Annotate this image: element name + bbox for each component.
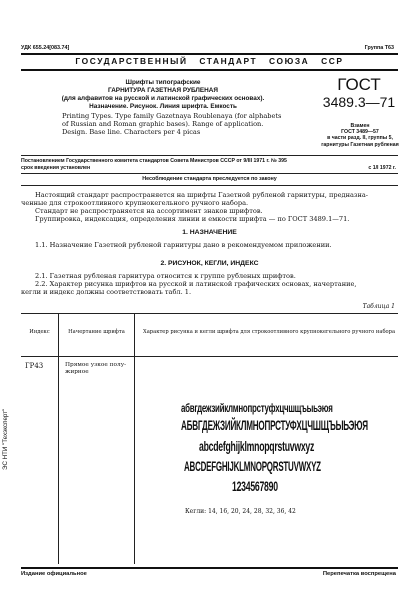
specimen-latin-upper: ABCDEFGHIJKLMNOPQRSTUVWXYZ [184,458,321,474]
header-rule-top [21,53,398,55]
section2-heading: 2. РИСУНОК, КЕГЛИ, ИНДЕКС [160,260,259,267]
table-header-index: Индекс [29,329,50,335]
table-header-sample: Характер рисунка и кегли шрифта для строкоотливного крупнокегельного ручного набора [143,329,396,335]
specimen-latin-lower: abcdefghijklmnopqrstuvwxyz [199,438,315,454]
decree-date: с 1/I 1972 г. [368,165,396,171]
table-col-divider-1 [58,314,59,564]
title-block-en [62,112,312,136]
replacement-line1: Взамен [350,123,370,129]
footer-official: Издание официальное [21,571,87,577]
replacement-note [318,123,402,148]
decree-rule-top [21,155,398,156]
title-en-line2: of Russian and Roman graphic bases). Range of application. [62,120,264,128]
replacement-line3: в части разд. II, группы 5, [327,135,393,142]
gost-number: 3489.3—71 [322,94,396,110]
legal-notice: Несоблюдение стандарта преследуется по закону [142,176,277,182]
table-caption: Таблица 1 [362,303,395,310]
footer-reprint: Перепечатка воспрещена [322,571,396,577]
group-code: Группа Т63 [364,45,394,51]
title-ru-line1: Шрифты типографские [125,79,201,86]
section1-heading: 1. НАЗНАЧЕНИЕ [182,229,237,236]
table-header-rule [21,356,398,357]
title-ru-line4: Назначение. Рисунок. Линия шрифта. Емкость [89,103,237,110]
title-en-line3: Design. Base line. Characters per 4 picas [62,128,201,136]
title-ru-line2: ГАРНИТУРА ГАЗЕТНАЯ РУБЛЕНАЯ [107,87,219,94]
intro-p2: Стандарт не распространяется на ассортимент знаков шрифтов. [35,207,263,215]
header-rule-bottom [21,69,398,71]
table-header-style: Начертание шрифта [68,329,125,335]
title-ru-line3: (для алфавитов на русской и латинской графических основах). [61,95,265,102]
section2-text [21,272,401,296]
section2-p2a: 2.2. Характер рисунка шрифтов на русской и латинской графических основах, начертание, [35,280,357,288]
specimen-digits: 1234567890 [232,478,278,494]
section1-p1: 1.1. Назначение Газетной рубленой гарнитуры дано в рекомендуемом приложении. [35,241,332,249]
section2-p2b: кегли и индекс должны соответствовать табл. 1. [21,288,192,296]
decree-rule-bottom [21,173,398,174]
specimen-cyrillic-lower: абвгдежзийклмнопрстуфхцчшщъыьэюя [181,401,333,415]
intro-p1a: Настоящий стандарт распространяется на шрифты Газетной рубленой гарнитуры, предназна- [35,191,369,199]
standard-band-title: ГОСУДАРСТВЕННЫЙ СТАНДАРТ СОЮЗА ССР [75,56,344,66]
table-col-divider-2 [134,314,135,564]
replacement-line4: гарнитуры Газетная рубленая [321,141,399,148]
gost-label: ГОСТ [337,75,381,94]
intro-text [21,191,401,223]
table-1 [21,313,398,564]
section2-p1: 2.1. Газетная рубленая гарнитура относится к группе рубленых шрифтов. [35,272,296,280]
row-index: ГР43 [25,362,44,370]
footer-rule [21,567,398,569]
type-sizes: Кегли: 14, 16, 20, 24, 28, 32, 36, 42 [185,508,296,515]
row-style [65,362,133,376]
decree-line2: срок введения установлен [21,165,91,171]
title-en-line1: Printing Types. Type family Gazetnaya Roublenaya (for alphabets [62,112,282,120]
notice-rule [21,185,398,186]
title-block-ru [28,79,298,111]
udk-code: УДК 655.24[083.74] [21,45,70,51]
row-style-line1: Прямое узкое полу- [65,362,127,368]
replacement-line2: ГОСТ 3489—57 [341,129,379,136]
intro-p1b: ченные для строкоотливного крупнокегельного ручного набора. [21,199,249,207]
specimen-cyrillic-upper: АБВГДЕЖЗИЙКЛМНОПРСТУФХЦЧШЩЪЫЬЭЮЯ [181,417,368,433]
intro-p3: Группировка, индексация, определения линии и емкости шрифта — по ГОСТ 3489.1—71. [35,215,350,223]
side-stamp: ЭС НТИ "Техэксперт" [2,408,9,470]
row-style-line2: жирное [65,369,89,375]
decree-line1: Постановлением Государственного комитета стандартов Совета Министров СССР от 9/III 1971 г. № 395 [21,158,287,164]
